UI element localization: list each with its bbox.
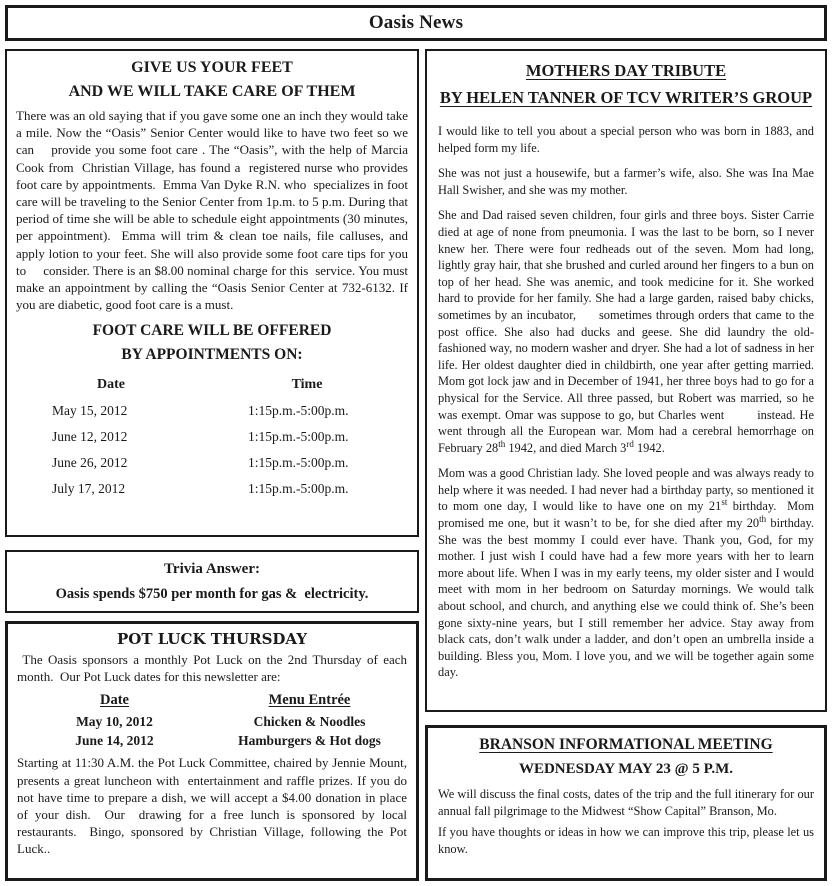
branson-paragraph: We will discuss the final costs, dates of the trip and the full itinerary for our annual fall pilgrimage to the Midwest “Show Capital” Branson, Mo. [438, 787, 818, 818]
right-column [425, 49, 827, 881]
foot-care-heading-line2: AND WE WILL TAKE CARE OF THEM [68, 83, 356, 100]
table-row: June 12, 2012 [52, 429, 128, 445]
table-row: July 17, 2012 [52, 481, 126, 497]
mothers-day-paragraph: Mom was a good Christian lady. She loved people and was always ready to help where it was needed. I had never had a birthday party, so mentioned it to mom one day, I would like to have one on my 21st birthday. Mom promised me one, but it wasn’t to be, for she died after my 20th birthday. She was the best mommy I could ever have. Thank you, God, for my mother. I just wish I could have had a few more years with her to learn more about life. When I was in my early teens, my older sister and I would meet with mom in her bedroom on Saturday mornings. We would talk about school, and church, and anything else we could think of. She’s been gone sixty-nine years, but I still remember her advice. Stay away from black cats, don’t walk under a ladder, and don’t open an umbrella inside a building. Bless you, Mom. I love you, and we will be together again some day. [438, 466, 818, 680]
table-row: June 14, 2012 [75, 733, 154, 749]
foot-care-body: There was an old saying that if you gave some one an inch they would take a mile. Now the “Oasis” Senior Center would like to have two feet so we can provide you some foot care . The “Oasis”, with the help of Marcia Cook from Christian Village, has found a registered nurse who provides foot care by appointments. Emma Van Dyke R.N. who specializes in foot care will be traveling to the Senior Center from 1p.m. to 5 p.m. During that period of time she will be able to schedule eight appointments (30 minutes, per appointment). Emma will trim & clean toe nails, file calluses, and apply lotion to your feet. She will also provide some foot care tips for you to consider. There is an $8.00 nominal charge for this service. You must make an appointment by calling the “Oasis Senior Center at 732-6132. If you are diabetic, good foot care is a must. [16, 108, 412, 313]
table-row: May 10, 2012 [76, 714, 153, 730]
table-row: June 26, 2012 [52, 455, 128, 471]
appointments-table [16, 372, 408, 502]
mothers-day-paragraph: She was not just a housewife, but a farmer’s wife, also. She was Ina Mae Hall Swisher, and she was my mother. [438, 166, 818, 197]
table-row: 1:15p.m.-5:00p.m. [248, 481, 349, 497]
pot-luck-table [17, 688, 407, 750]
mothers-day-paragraph: I would like to tell you about a special person who was born in 1883, and helped form my life. [438, 124, 818, 155]
branson-subtitle: WEDNESDAY MAY 23 @ 5 P.M. [518, 761, 734, 777]
table-row: 1:15p.m.-5:00p.m. [248, 429, 349, 445]
left-column [5, 49, 419, 881]
foot-care-heading-line1: GIVE US YOUR FEET [131, 59, 293, 76]
newsletter-masthead [5, 5, 827, 41]
appointments-header-date: Date [97, 377, 125, 393]
foot-care-subheading-line1: FOOT CARE WILL BE OFFERED [92, 322, 332, 340]
foot-care-subheading-line2: BY APPOINTMENTS ON: [121, 346, 303, 364]
trivia-answer: Oasis spends $750 per month for gas & electricity. [55, 585, 369, 602]
pot-luck-header-menu: Menu Entrée [268, 692, 351, 709]
mothers-day-article [425, 49, 827, 712]
foot-care-article [5, 49, 419, 537]
table-row: 1:15p.m.-5:00p.m. [248, 403, 349, 419]
trivia-title: Trivia Answer: [164, 560, 260, 577]
branson-title: BRANSON INFORMATIONAL MEETING [479, 736, 773, 753]
mothers-day-paragraph: She and Dad raised seven children, four girls and three boys. Sister Carrie died at age of none from pneumonia. I was the last to be born, so I never knew her. There were four redheads out of the seven. Mom had long, lightly gray hair, that she brushed and curled around her fingers to a bun on top of her head. She was anemic, and took medicine for it. She worked hard to provide for her family. She had a large garden, raised baby chicks, sometimes by an incubator, sometimes through orders that came to the post office. She also had ducks and geese. She did laundry the old-fashioned way, no modern washer and dryer. She had a lot of sadness in her life. Her oldest daughter died in childbirth, one year after getting married. Mom got lock jaw and in December of 1941, her three boys had to go for a physical for the Service. All three passed, but Robert was married, so he was exempt. Omar was suppose to go, but Charles went instead. He went through all the European war. Mom had a cerebral hemorrhage on February 28th 1942, and died March 3rd 1942. [438, 208, 818, 455]
mothers-day-title-line2: BY HELEN TANNER OF TCV WRITER’S GROUP [439, 88, 813, 107]
appointments-header-time: Time [291, 377, 323, 393]
branson-paragraph: If you have thoughts or ideas in how we can improve this trip, please let us know. [438, 825, 818, 856]
pot-luck-title: POT LUCK THURSDAY [116, 630, 308, 648]
pot-luck-header-date: Date [100, 692, 129, 709]
mothers-day-title-block [438, 57, 814, 111]
table-row: 1:15p.m.-5:00p.m. [248, 455, 349, 471]
newsletter-title: Oasis News [368, 12, 464, 33]
table-row: Hamburgers & Hot dogs [238, 733, 381, 749]
pot-luck-intro: The Oasis sponsors a monthly Pot Luck on the 2nd Thursday of each month. Our Pot Luck dates for this newsletter are: [17, 652, 411, 685]
table-row: May 15, 2012 [52, 403, 128, 419]
content-columns [5, 49, 827, 881]
mothers-day-title-line1: MOTHERS DAY TRIBUTE [525, 61, 727, 80]
branson-meeting-article [425, 725, 827, 881]
foot-care-subheading [16, 319, 408, 367]
pot-luck-article [5, 621, 419, 881]
table-row: Chicken & Noodles [253, 714, 366, 730]
trivia-answer-box [5, 550, 419, 613]
pot-luck-outro: Starting at 11:30 A.M. the Pot Luck Committee, chaired by Jennie Mount, presents a great luncheon with entertainment and raffle prizes. If you do not have time to prepare a dish, we will accept a $4.00 donation in place of your dish. Our drawing for a free lunch is sponsored by local restaurants. Bingo, sponsored by Christian Village, following the Pot Luck.. [17, 755, 411, 857]
